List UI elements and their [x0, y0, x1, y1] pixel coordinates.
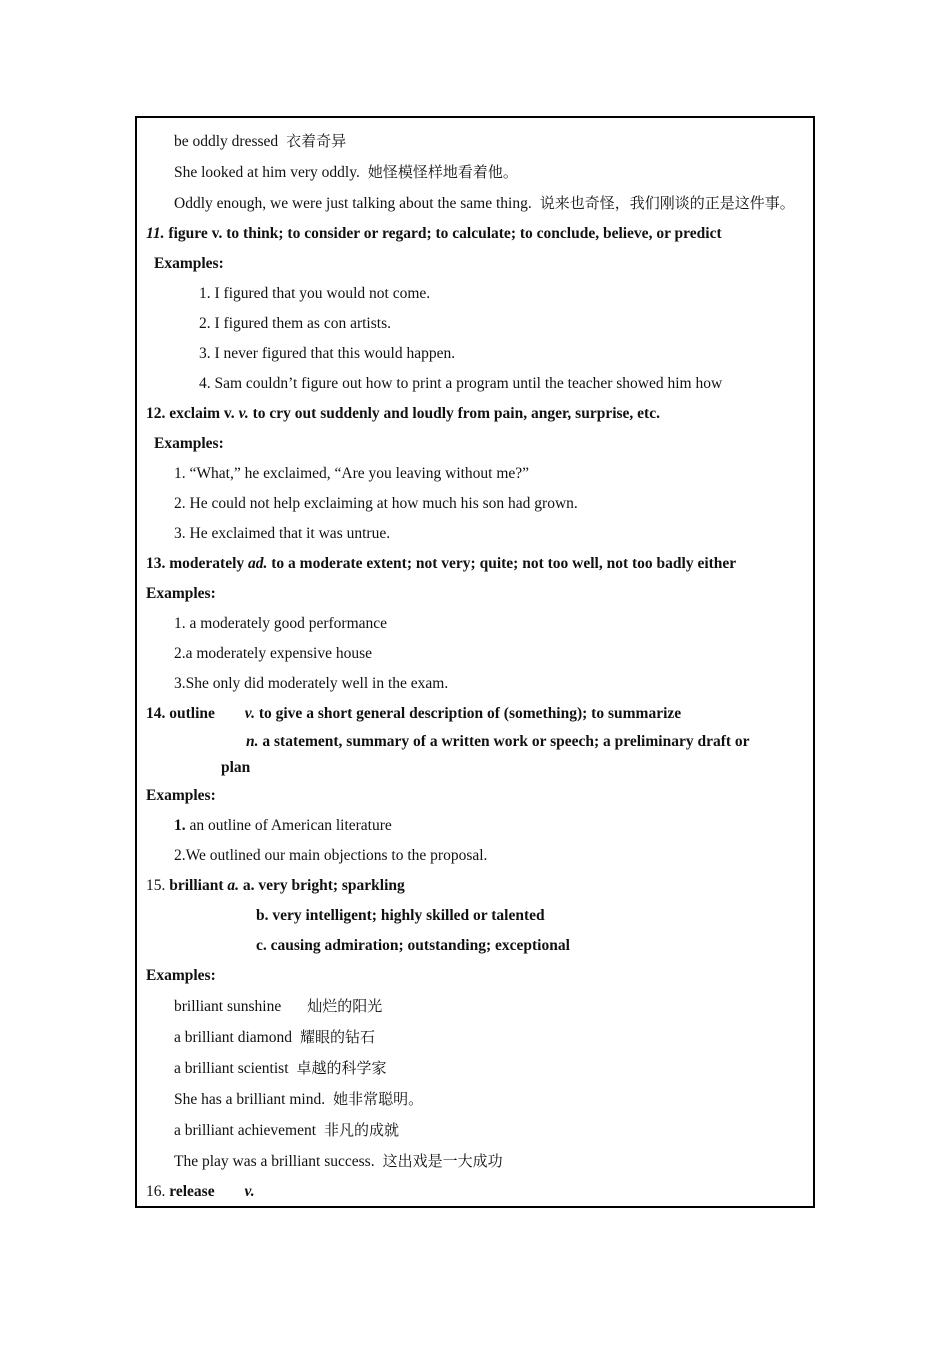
entry-heading-figure: 11. figure v. to think; to consider or regard; to calculate; to conclude, believe, or predict — [146, 225, 722, 242]
example-line: 2. I figured them as con artists. — [199, 315, 391, 332]
entry-heading-release: 16. release v. — [146, 1183, 255, 1200]
example-line: She has a brilliant mind. 她非常聪明。 — [174, 1090, 424, 1108]
example-line: 1. an outline of American literature — [174, 817, 392, 834]
example-line: 2.We outlined our main objections to the proposal. — [174, 847, 488, 864]
brilliant-sense: c. causing admiration; outstanding; exceptional — [256, 937, 570, 954]
examples-label: Examples: — [146, 585, 216, 602]
example-line: She looked at him very oddly. 她怪模怪样地看着他。 — [174, 163, 518, 181]
entry-heading-brilliant: 15. brilliant a. a. very bright; sparkling — [146, 877, 405, 894]
examples-label: Examples: — [146, 967, 216, 984]
example-line: 1. a moderately good performance — [174, 615, 388, 632]
example-line: a brilliant scientist 卓越的科学家 — [174, 1059, 387, 1077]
example-line: The play was a brilliant success. 这出戏是一大成功 — [174, 1152, 503, 1170]
examples-label: Examples: — [146, 787, 216, 804]
entry-heading-exclaim: 12. exclaim v. v. to cry out suddenly and loudly from pain, anger, surprise, etc. — [146, 405, 660, 422]
brilliant-sense: b. very intelligent; highly skilled or talented — [256, 907, 545, 924]
example-line: be oddly dressed 衣着奇异 — [174, 132, 347, 150]
example-line: a brilliant achievement 非凡的成就 — [174, 1121, 400, 1139]
example-line: 3.She only did moderately well in the exam. — [174, 675, 449, 692]
example-line: Oddly enough, we were just talking about the same thing. 说来也奇怪，我们刚谈的正是这件事。 — [174, 194, 795, 212]
example-line: 4. Sam couldn’t figure out how to print a program until the teacher showed him how — [199, 375, 723, 392]
example-line: 1. “What,” he exclaimed, “Are you leaving without me?” — [174, 465, 530, 482]
example-line: brilliant sunshine 灿烂的阳光 — [174, 997, 383, 1015]
outline-noun-sense-cont: plan — [221, 759, 251, 776]
example-line: 2.a moderately expensive house — [174, 645, 372, 662]
example-line: a brilliant diamond 耀眼的钻石 — [174, 1028, 375, 1046]
example-line: 3. He exclaimed that it was untrue. — [174, 525, 391, 542]
outline-noun-sense: n. a statement, summary of a written work or speech; a preliminary draft or — [246, 733, 750, 750]
vocabulary-notes-box — [135, 116, 815, 1208]
example-line: 3. I never figured that this would happen. — [199, 345, 456, 362]
entry-heading-moderately: 13. moderately ad. to a moderate extent; not very; quite; not too well, not too badly either — [146, 555, 737, 572]
examples-label: Examples: — [154, 255, 224, 272]
entry-heading-outline: 14. outline v. to give a short general description of (something); to summarize — [146, 705, 682, 722]
example-line: 1. I figured that you would not come. — [199, 285, 431, 302]
example-line: 2. He could not help exclaiming at how much his son had grown. — [174, 495, 578, 512]
examples-label: Examples: — [154, 435, 224, 452]
